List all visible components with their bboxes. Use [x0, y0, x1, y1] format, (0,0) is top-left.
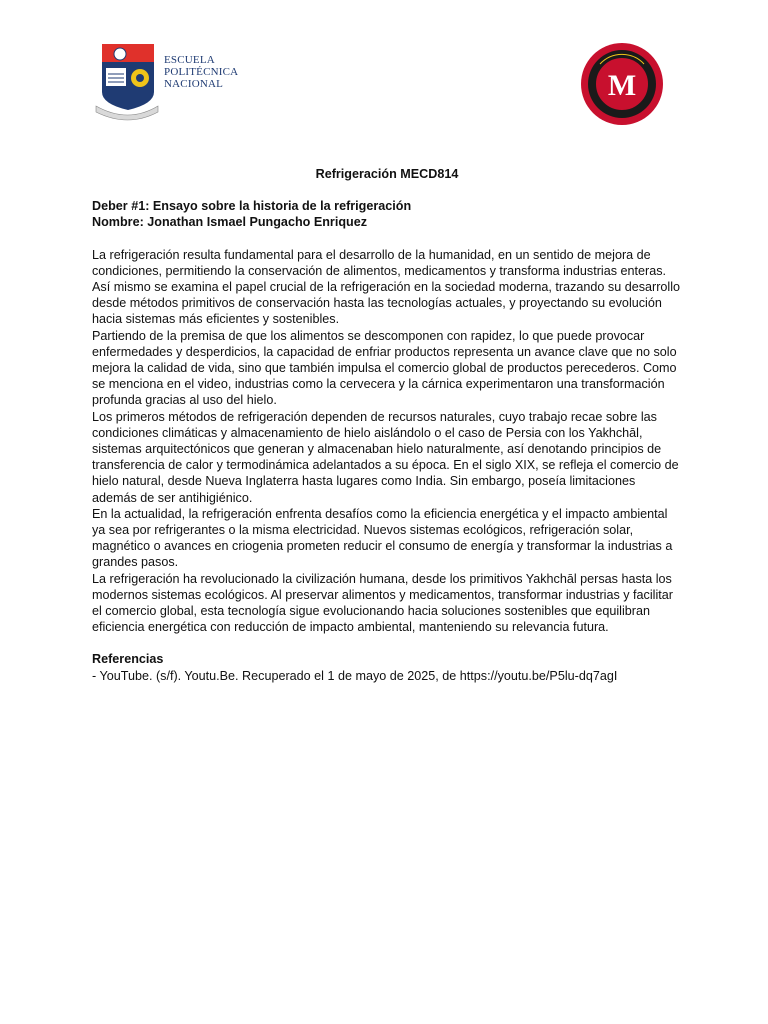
assignment-line: Deber #1: Ensayo sobre la historia de la refrigeración: [92, 199, 412, 214]
epn-logo-line: NACIONAL: [164, 78, 224, 90]
paragraph: La refrigeración ha revolucionado la civilización humana, desde los primitivos Yakhchāl persas hasta los modernos sistemas ecológicos. Al preservar alimentos y medicamentos, transformar industrias y facilitar el comercio global, esta tecnología sigue evolucionando hacia soluciones sostenibles que equilibran eficiencia energética con reducción de impacto ambiental, manteniendo su relevancia futura.: [92, 571, 673, 635]
epn-logo-text: [164, 54, 238, 90]
epn-logo-line: POLITÉCNICA: [164, 66, 239, 78]
document-title: Refrigeración MECD814: [315, 167, 459, 181]
epn-logo-line: ESCUELA: [164, 54, 215, 66]
paragraph: En la actualidad, la refrigeración enfrenta desafíos como la eficiencia energética y el impacto ambiental ya sea por refrigerantes o la misma electricidad. Nuevos sistemas ecológicos, refrigeración solar, magnético o avances en criogenia prometen reducir el consumo de energía y transformar la industrias a grandes pasos.: [92, 506, 673, 570]
spacer: [92, 231, 682, 247]
mechanical-engineering-logo: [580, 42, 664, 126]
mec-logo-letter: M: [607, 69, 637, 102]
epn-crest-icon: [94, 44, 160, 122]
paragraph: La refrigeración resulta fundamental para el desarrollo de la humanidad, en un sentido de mejora de condiciones, permitiendo la conservación de alimentos, medicamentos y transforma industrias enteras. Así mismo se examina el papel crucial de la refrigeración en la sociedad moderna, trazando su desarrollo desde métodos primitivos de conservación hasta las tecnologías actuales, y proyectando su evolución hacia sistemas más eficientes y sostenibles.: [92, 247, 681, 327]
author-line: Nombre: Jonathan Ismael Pungacho Enriquez: [92, 215, 368, 230]
paragraph: Partiendo de la premisa de que los alimentos se descomponen con rapidez, lo que puede provocar enfermedades y desperdicios, la capacidad de enfriar productos representa un avance clave que no solo mejora la calidad de vida, sino que también impulsa el comercio global de productos perecederos. Como se menciona en el video, industrias como la cervecera y la cárnica experimentaron una transformación profunda gracias al uso del hielo.: [92, 328, 677, 408]
reference-item: - YouTube. (s/f). Youtu.Be. Recuperado el 1 de mayo de 2025, de https://youtu.be/P5lu-dq7agI: [92, 668, 618, 683]
references-title: Referencias: [92, 652, 164, 667]
epn-logo: [94, 44, 244, 124]
document-body: [92, 166, 682, 684]
paragraph: Los primeros métodos de refrigeración dependen de recursos naturales, cuyo trabajo recae sobre las condiciones climáticas y almacenamiento de hielo aislándolo o el caso de Persia con los Yakhchāl, sistemas arquitectónicos que generan y almacenaban hielo naturalmente, así denotando principios de transferencia de calor y termodinámica adelantados a su época. En el siglo XIX, se refleja el comercio de hielo natural, desde Nueva Inglaterra hasta lugares como India. Sin embargo, poseía limitaciones además de ser antihigiénico.: [92, 409, 679, 505]
